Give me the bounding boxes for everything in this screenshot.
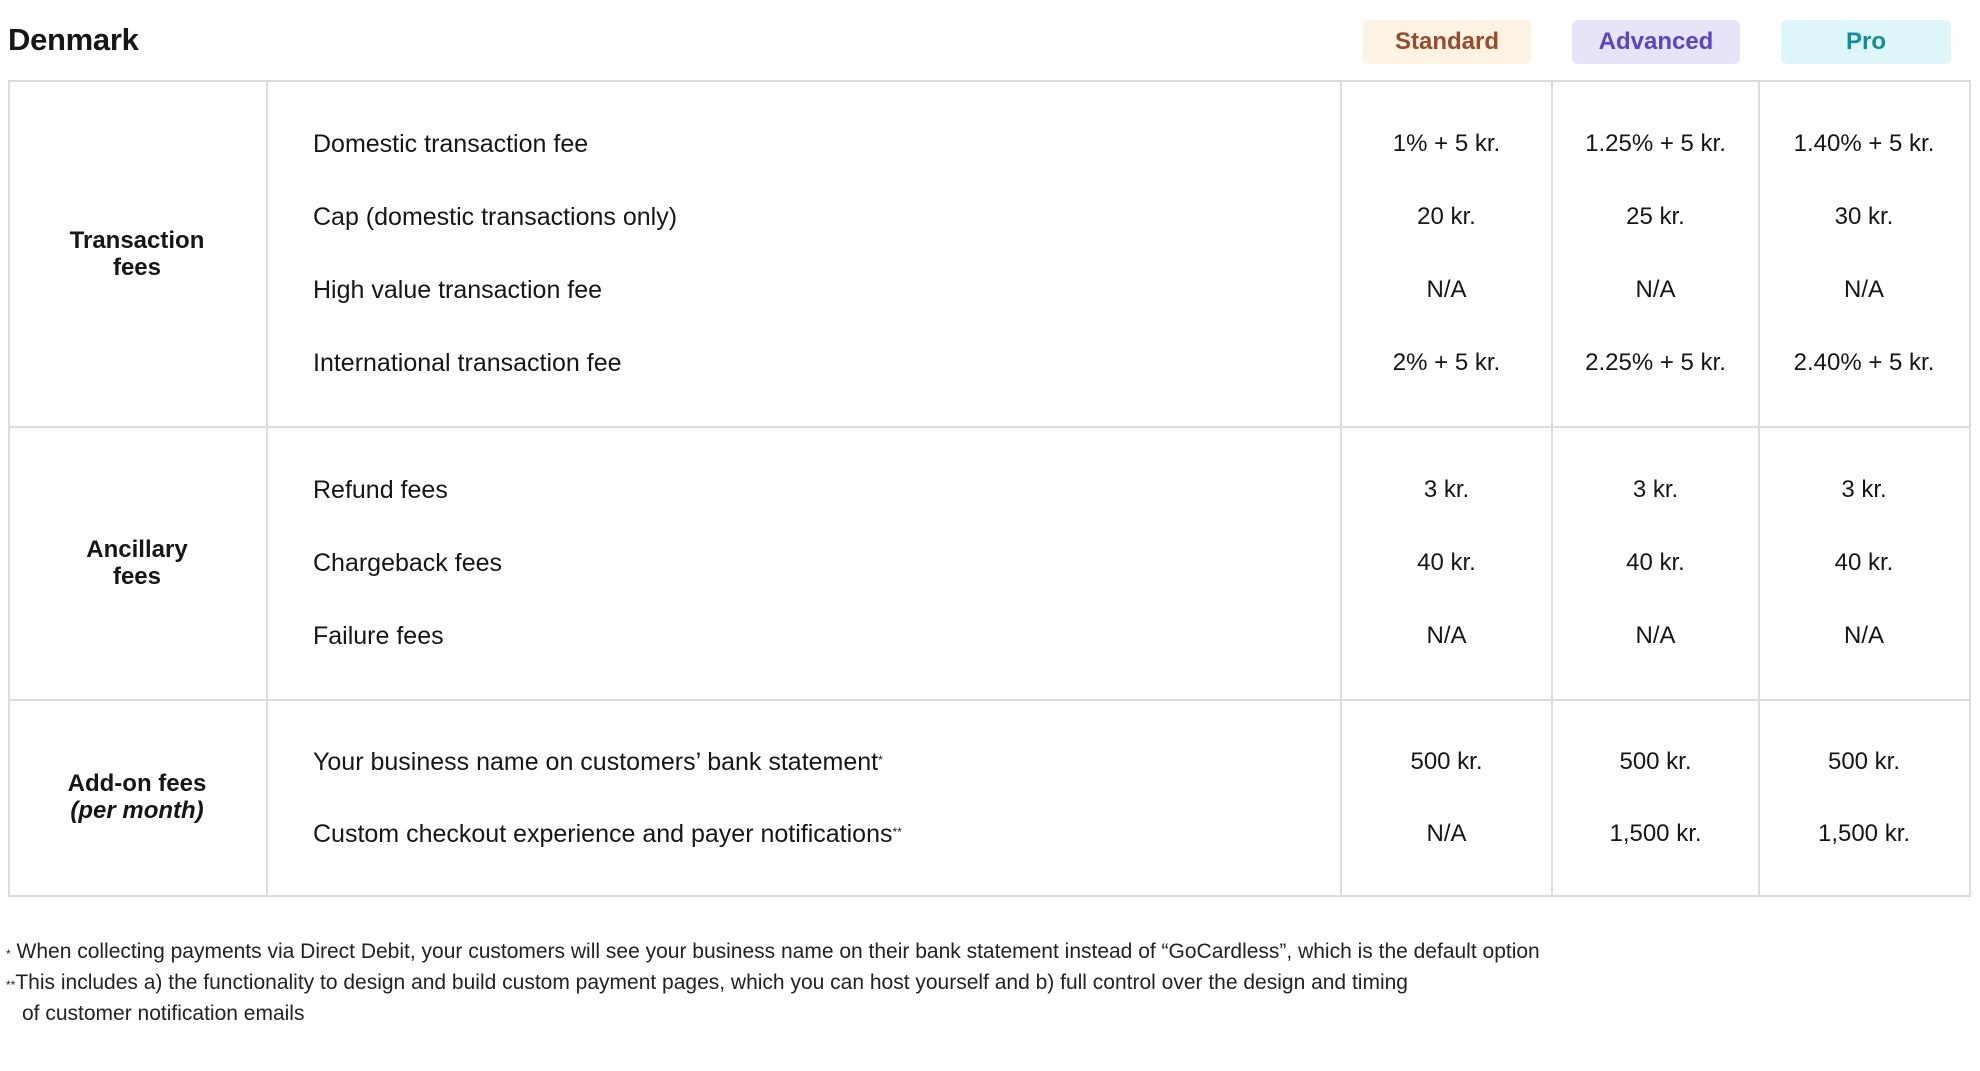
- section-label-subtitle: (per month): [70, 797, 204, 824]
- section-label-line: fees: [112, 254, 162, 281]
- cell-standard: 1% + 5 kr.: [1392, 130, 1501, 157]
- row-label-high-value-transaction-fee: High value transaction fee: [313, 276, 603, 304]
- cell-standard: N/A: [1426, 820, 1467, 847]
- footnote-mark: **: [6, 978, 16, 992]
- cell-advanced: 25 kr.: [1626, 203, 1685, 230]
- footnote-mark: *: [6, 947, 11, 961]
- cell-pro: 30 kr.: [1834, 203, 1894, 230]
- cell-standard: 3 kr.: [1423, 476, 1470, 503]
- row-label-cap: Cap (domestic transactions only): [313, 203, 678, 231]
- cell-advanced: 2.25% + 5 kr.: [1585, 349, 1726, 376]
- cell-advanced: 1.25% + 5 kr.: [1585, 130, 1726, 157]
- row-label-refund-fees: Refund fees: [313, 476, 448, 504]
- cell-advanced: 500 kr.: [1619, 748, 1692, 775]
- section-label-add-on-fees: [8, 770, 266, 824]
- row-label-chargeback-fees: Chargeback fees: [313, 549, 503, 577]
- row-label-international-transaction-fee: International transaction fee: [313, 349, 622, 377]
- footnote-text: When collecting payments via Direct Debit, your customers will see your business name on their bank statement instead of “GoCardless”, which is the default option: [16, 940, 1540, 963]
- plan-badge-advanced: Advanced: [1572, 20, 1740, 64]
- row-label-text: Custom checkout experience and payer notifications: [313, 820, 893, 848]
- cell-pro: N/A: [1843, 276, 1884, 303]
- cell-pro: 40 kr.: [1834, 549, 1894, 576]
- cell-standard: 500 kr.: [1410, 748, 1483, 775]
- section-label-line: fees: [112, 563, 162, 590]
- section-label-line: Add-on fees: [67, 770, 207, 797]
- cell-pro: N/A: [1843, 622, 1884, 649]
- footnote-1: [6, 936, 1540, 967]
- cell-advanced: 40 kr.: [1626, 549, 1685, 576]
- footnote-text: This includes a) the functionality to design and build custom payment pages, which you can host yourself and b) full control over the design and timing: [15, 971, 1408, 994]
- page-title: Denmark: [8, 22, 139, 57]
- cell-advanced: 3 kr.: [1632, 476, 1679, 503]
- cell-advanced: 1,500 kr.: [1609, 820, 1702, 847]
- section-label-ancillary-fees: [8, 536, 266, 590]
- section-label-line: Ancillary: [86, 536, 188, 563]
- cell-standard: 40 kr.: [1417, 549, 1476, 576]
- row-label-business-name-on-statement: [313, 747, 883, 777]
- cell-pro: 1.40% + 5 kr.: [1793, 130, 1935, 157]
- cell-standard: N/A: [1426, 622, 1467, 649]
- plan-badge-pro: Pro: [1781, 20, 1951, 64]
- cell-pro: 3 kr.: [1841, 476, 1887, 503]
- row-label-failure-fees: Failure fees: [313, 622, 444, 650]
- section-divider: [8, 426, 1971, 428]
- column-divider: [266, 80, 268, 897]
- row-label-domestic-transaction-fee: Domestic transaction fee: [313, 130, 589, 158]
- row-label-custom-checkout: [313, 819, 902, 849]
- cell-advanced: N/A: [1635, 276, 1676, 303]
- cell-advanced: N/A: [1635, 622, 1676, 649]
- footnote-2-continuation: of customer notification emails: [22, 1002, 305, 1025]
- cell-standard: 20 kr.: [1417, 203, 1476, 230]
- section-divider: [8, 699, 1971, 701]
- cell-pro: 2.40% + 5 kr.: [1793, 349, 1935, 376]
- row-label-text: Your business name on customers’ bank statement: [313, 748, 879, 776]
- section-label-transaction-fees: [8, 227, 266, 281]
- footnote-2: [6, 967, 1408, 998]
- section-label-line: Transaction: [69, 227, 205, 254]
- cell-pro: 500 kr.: [1827, 748, 1901, 775]
- cell-standard: N/A: [1426, 276, 1467, 303]
- footnote-marker: **: [892, 825, 902, 839]
- cell-standard: 2% + 5 kr.: [1392, 349, 1501, 376]
- plan-badge-standard: Standard: [1363, 20, 1531, 64]
- footnote-marker: *: [878, 753, 883, 767]
- cell-pro: 1,500 kr.: [1817, 820, 1911, 847]
